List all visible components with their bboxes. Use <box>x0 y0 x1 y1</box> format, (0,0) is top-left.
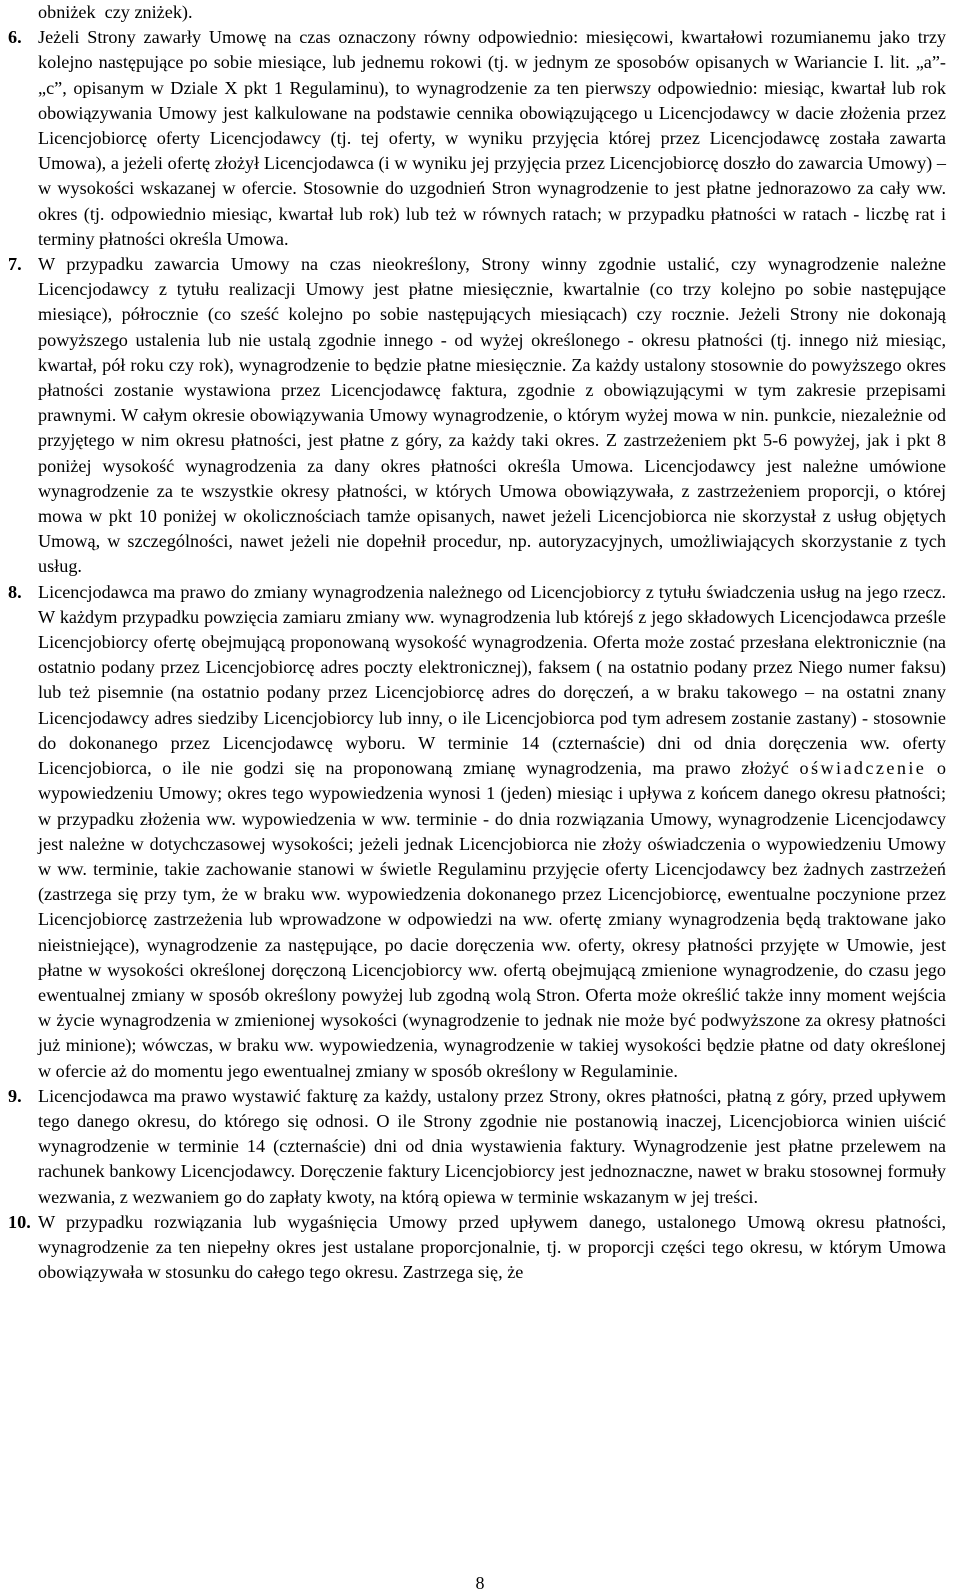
list-item-8 <box>8 580 946 1084</box>
page-number: 8 <box>475 1573 485 1593</box>
item-text-part-2: o wypowiedzeniu Umowy; okres tego wypowiedzenia wynosi 1 (jeden) miesiąc i upływa z końcem danego okresu płatności; w przypadku złożenia ww. wypowiedzenia w ww. terminie - do dnia rozwiązania Umowy, wynagrodzenie Licencjodawcy jest należne w dotychczasowej wysokości; jeżeli jednak Licencjobiorca nie złoży oświadczenia o wypowiedzeniu Umowy w ww. terminie, takie zachowanie stanowi w świetle Regulaminu przyjęcie oferty Licencjodawcy bez żadnych zastrzeżeń (zastrzega się przy tym, że w braku ww. wypowiedzenia dokonanego przez Licencjobiorcę, ewentualne poczynione przez Licencjobiorcę zastrzeżenia lub wprowadzone w odpowiedzi na ww. ofertę zmiany wynagrodzenia będą traktowane jako nieistniejące), wynagrodzenie za następujące, po dacie doręczenia ww. oferty, okresy płatności przyjęte w Umowie, jest płatne w wysokości określonej doręczoną Licencjobiorcy ww. ofertą obejmującą zmienione wynagrodzenie, do czasu jego ewentualnej zmiany w sposób określony powyżej lub zgodną wolą Stron. Oferta może określić także inny moment wejścia w życie wynagrodzenia w zmienionej wysokości (wynagrodzenie to jednak nie może być podwyższone za okresy płatności już minione); wówczas, w braku ww. wypowiedzenia, wynagrodzenie w takiej wysokości będzie płatne od daty określonej w ofercie aż do momentu jego ewentualnej zmiany w sposób określony w Regulaminie. <box>38 758 947 1081</box>
item-text: Licencjodawca ma prawo wystawić fakturę za każdy, ustalony przez Strony, okres płatności, płatną z góry, przed upływem tego danego okresu, do którego się odnosi. O ile Strony zgodnie nie postanowią inaczej, Licencjobiorca winien uiścić wynagrodzenie w terminie 14 (czternaście) dni od dnia wystawienia faktury. Wynagrodzenie jest płatne przelewem na rachunek bankowy Licencjodawcy. Doręczenie faktury Licencjobiorcy jest jednoznaczne, nawet w braku stosownej formuły wezwania, z wezwaniem go do zapłaty kwoty, na którą opiewa w terminie wskazanym w jej treści. <box>38 1085 946 1207</box>
item-number: 7. <box>8 254 22 275</box>
list-item-7 <box>8 252 946 580</box>
list-item-9 <box>8 1084 946 1210</box>
item-text: W przypadku zawarcia Umowy na czas nieokreślony, Strony winny zgodnie ustalić, czy wynagrodzenie należne Licencjodawcy z tytułu realizacji Umowy jest płatne miesięcznie, kwartalnie (co trzy kolejno po sobie następujące miesiące), półrocznie (co sześć kolejno po sobie następujących miesiącach) czy rocznie. Jeżeli Strony nie dokonają powyższego ustalenia lub nie ustalą zgodnie innego - od wyżej określonego - okresu płatności (tj. innego niż miesiąc, kwartał, pół roku czy rok), wynagrodzenie to będzie płatne miesięcznie. Za każdy ustalony stosownie do powyższego okres płatności zostanie wystawiona przez Licencjodawcę faktura, zgodnie z obowiązującymi w tym zakresie przepisami prawnymi. W całym okresie obowiązywania Umowy wynagrodzenie, o którym wyżej mowa w nin. punkcie, niezależnie od przyjętego w nim okresu płatności, jest płatne z góry, za każdy taki okres. Z zastrzeżeniem pkt 5-6 powyżej, jak i pkt 8 poniżej wysokość wynagrodzenia za dany okres płatności określa Umowa. Licencjodawcy jest należne umówione wynagrodzenie za te wszystkie okresy płatności, w których Umowa obowiązywała, z zastrzeżeniem proporcji, o której mowa w pkt 10 poniżej w okolicznościach tamże opisanych, nawet jeżeli Licencjobiorca nie skorzystał z usług objętych Umową, w szczególności, nawet jeżeli nie dopełnił procedur, np. autoryzacyjnych, umożliwiających skorzystanie z tych usług. <box>38 254 946 577</box>
list-item-6 <box>8 25 946 252</box>
item-text: W przypadku rozwiązania lub wygaśnięcia Umowy przed upływem danego, ustalonego Umową okresu płatności, wynagrodzenie za ten niepełny okres jest ustalane proporcjonalnie, tj. w proporcji części tego okresu, w którym Umowa obowiązywała w stosunku do całego tego okresu. Zastrzega się, że <box>38 1211 946 1283</box>
item-text-part-1: Licencjodawca ma prawo do zmiany wynagrodzenia należnego od Licencjobiorcy z tytułu świadczenia usług na jego rzecz. W każdym przypadku powzięcia zamiaru zmiany ww. wynagrodzenia lub którejś z jego składowych Licencjodawca prześle Licencjobiorcy ofertę obejmującą proponowaną wysokość wynagrodzenia. Oferta może zostać przesłana elektronicznie (na ostatnio podany przez Licencjobiorcę adres poczty elektronicznej), faksem ( na ostatnio podany przez Niego numer faksu) lub też pisemnie (na ostatnio podany przez Licencjobiorcę adres do doręczeń, a w braku takowego – na ostatni znany Licencjodawcy adres siedziby Licencjobiorcy lub inny, o ile Licencjobiorca pod tym adresem zostanie zastany) - stosownie do dokonanego przez Licencjodawcę wyboru. W terminie 14 (czternaście) dni od dnia doręczenia ww. oferty Licencjobiorca, o ile nie godzi się na proponowaną zmianę wynagrodzenia, ma prawo złożyć <box>38 581 946 779</box>
item-number: 9. <box>8 1085 22 1106</box>
item-text: Jeżeli Strony zawarły Umowę na czas oznaczony równy odpowiednio: miesięcowi, kwartałowi rozumianemu jako trzy kolejno następujące po sobie miesiące, lub jednemu rokowi (tj. w jednym ze sposobów opisanych w Wariancie I. lit. „a”-„c”, opisanym w Dziale X pkt 1 Regulaminu), to wynagrodzenie za ten pierwszy odpowiednio: miesiąc, kwartał lub rok obowiązywania Umowy jest kalkulowane na podstawie cennika obowiązującego u Licencjodawcy w dacie złożenia przez Licencjobiorcę oferty Licencjodawcy (tj. tej oferty, w wyniku przyjęcia której przez Licencjodawcę została zawarta Umowa), a jeżeli ofertę złożył Licencjodawca (i w wyniku jej przyjęcia przez Licencjobiorcę doszło do zawarcia Umowy) – w wysokości wskazanej w ofercie. Stosownie do uzgodnień Stron wynagrodzenie to jest płatne jednorazowo za cały ww. okres (tj. odpowiednio miesiąc, kwartał lub rok) lub też w równych ratach; w przypadku płatności w ratach - liczbę rat i terminy płatności określa Umowa. <box>38 27 946 249</box>
numbered-list <box>8 25 946 1285</box>
item-number: 8. <box>8 581 22 602</box>
emphasized-word: oświadczenie <box>799 758 927 779</box>
lead-fragment: obniżek czy zniżek). <box>38 2 193 22</box>
item-text <box>38 580 946 1084</box>
item-number: 10. <box>8 1211 31 1232</box>
item-number: 6. <box>8 27 22 48</box>
list-item-10 <box>8 1210 946 1286</box>
